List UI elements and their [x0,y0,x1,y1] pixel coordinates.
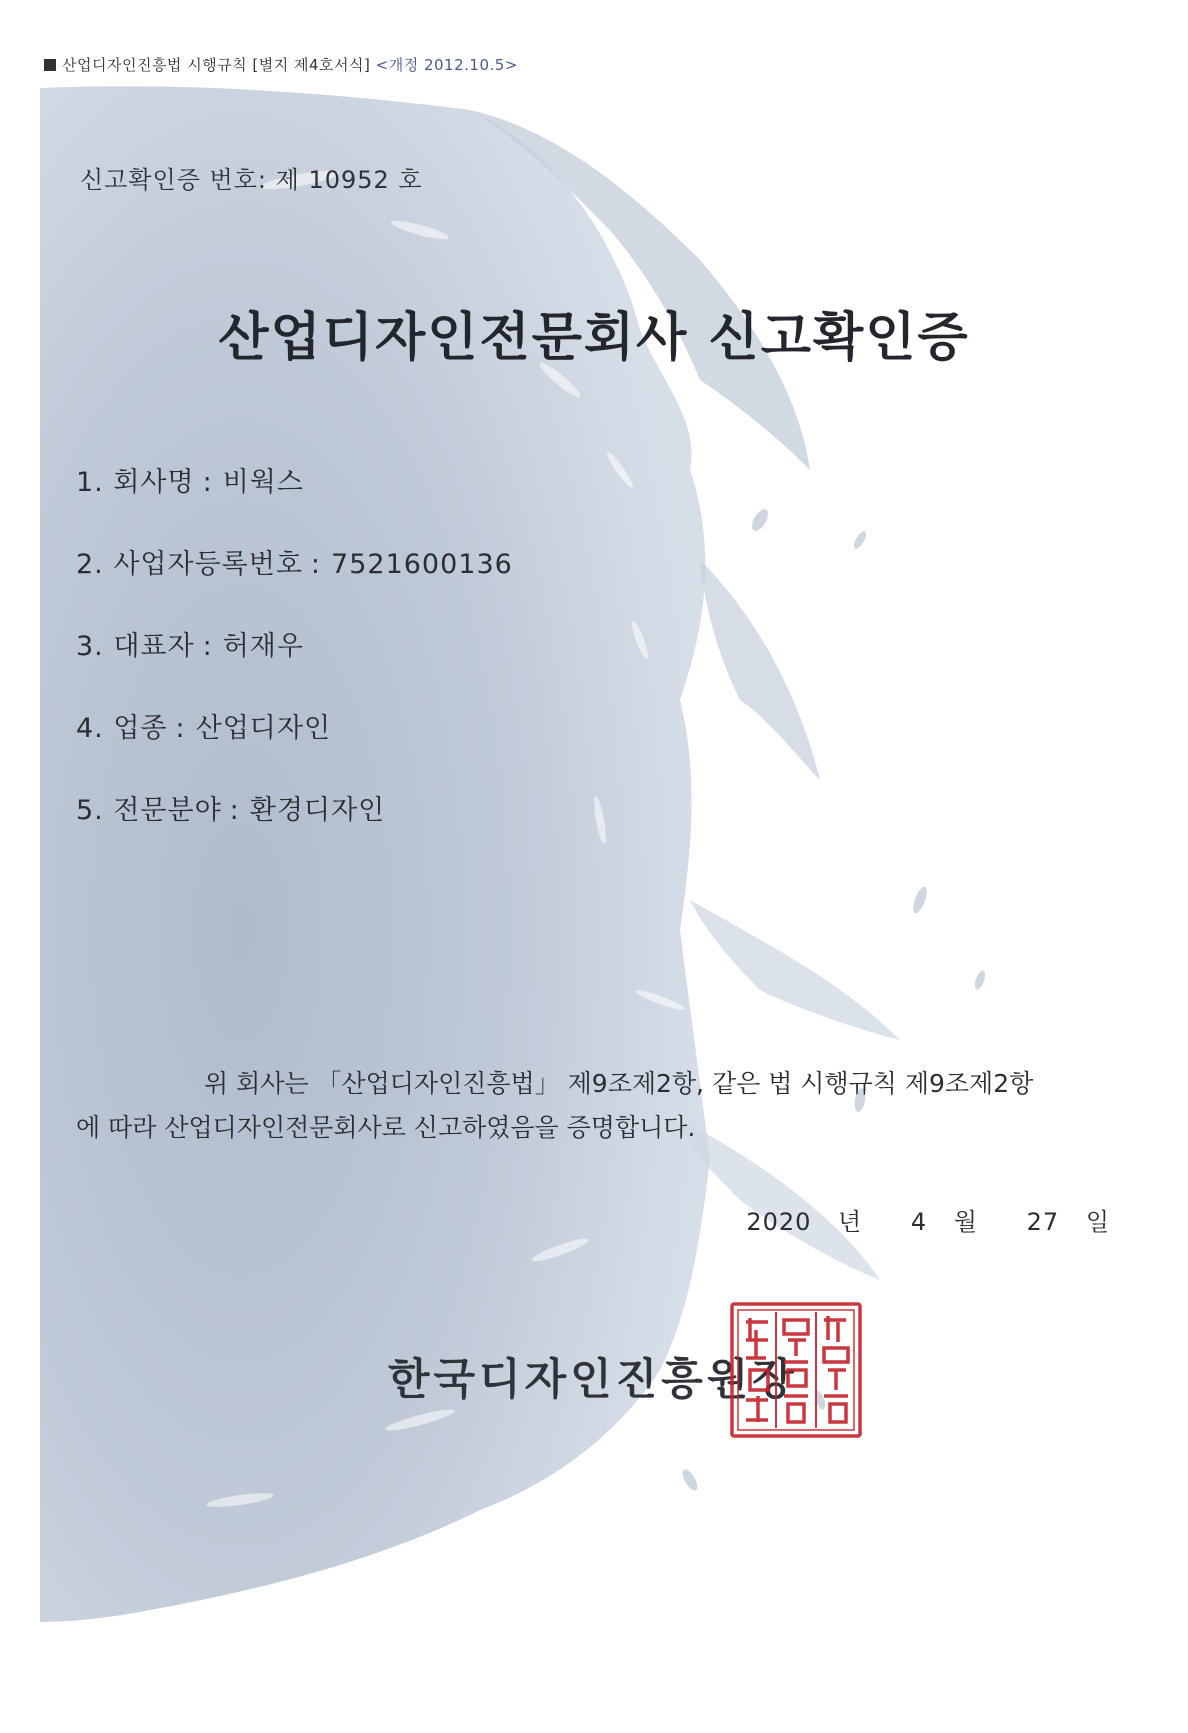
info-item-specialty [76,788,513,870]
square-bullet-icon [44,59,56,71]
form-reference [44,54,518,75]
info-value: 환경디자인 [249,795,386,826]
info-value: 산업디자인 [195,713,332,744]
info-value: 비웍스 [222,467,304,498]
info-label: 1. 회사명 [76,467,195,498]
info-separator: : [202,467,213,498]
certification-statement [76,1062,1116,1150]
info-separator: : [202,631,213,662]
statement-line-2: 에 따라 산업디자인전문회사로 신고하였음을 증명합니다. [76,1113,696,1142]
info-label: 2. 사업자등록번호 [76,549,303,580]
document-title: 산업디자인전문회사 신고확인증 [218,308,970,368]
date-year-unit: 년 [838,1208,863,1236]
company-info-list [76,460,513,870]
issuer-name: 한국디자인진흥원장 [388,1355,798,1405]
certificate-number: 신고확인증 번호: 제 10952 호 [80,166,423,194]
info-separator: : [175,713,186,744]
date-day: 27 [1026,1208,1060,1236]
info-value: 7521600136 [331,549,513,580]
info-item-representative [76,624,513,706]
date-month-unit: 월 [953,1208,978,1236]
info-item-company-name [76,460,513,542]
revision-note: <개정 2012.10.5> [375,56,518,74]
info-value: 허재우 [222,631,304,662]
info-separator: : [229,795,240,826]
date-year: 2020 [746,1208,812,1236]
date-day-unit: 일 [1085,1208,1110,1236]
form-reference-text: 산업디자인진흥법 시행규칙 [별지 제4호서식] [62,56,371,74]
info-item-business-number [76,542,513,624]
info-item-business-type [76,706,513,788]
official-seal-icon [728,1300,864,1440]
issue-date [746,1202,1110,1237]
info-separator: : [310,549,322,580]
info-label: 3. 대표자 [76,631,195,662]
statement-line-1: 위 회사는 「산업디자인진흥법」 제9조제2항, 같은 법 시행규칙 제9조제2항 [204,1069,1034,1098]
info-label: 4. 업종 [76,713,168,744]
date-month: 4 [910,1208,928,1236]
info-label: 5. 전문분야 [76,795,222,826]
